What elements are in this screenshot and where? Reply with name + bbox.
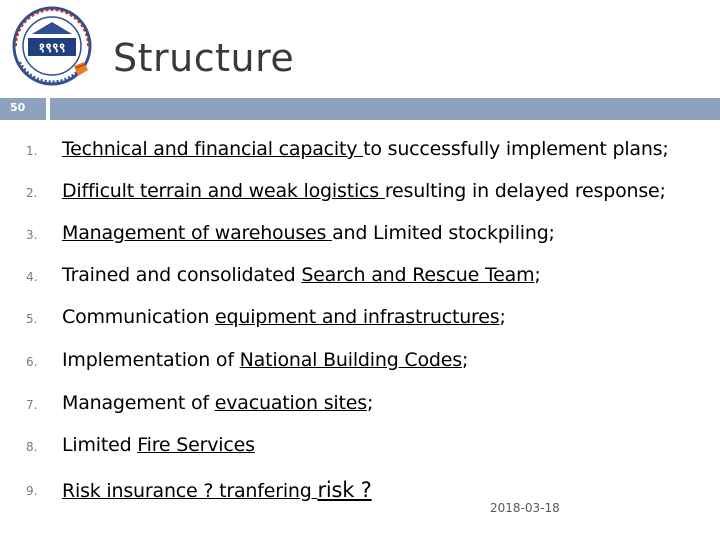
text-phrase: ; (461, 349, 469, 371)
text-phrase: Trained and consolidated (62, 264, 302, 286)
svg-text:१९९९: १९९९ (38, 41, 66, 56)
list-item (0, 136, 720, 166)
list-item-text (62, 180, 666, 202)
footer-date: 2018-03-18 (490, 501, 560, 515)
text-phrase: to successfully implement plans; (363, 138, 669, 160)
list-item (0, 178, 720, 208)
list-item (0, 390, 720, 420)
list-item-number: 3. (26, 228, 38, 242)
list-item (0, 347, 720, 377)
list-item-text (62, 478, 372, 502)
list-item-text (62, 434, 255, 456)
underlined-phrase: Risk insurance ? tranfering (62, 480, 318, 502)
list-item-text (62, 222, 555, 244)
underlined-phrase: equipment and infrastructures (215, 306, 500, 328)
list-item-text (62, 306, 506, 328)
underlined-phrase: Management of warehouses (62, 222, 333, 244)
list-item-number: 2. (26, 186, 38, 200)
list-item-number: 9. (26, 484, 38, 498)
list-item-text (62, 264, 541, 286)
text-phrase: resulting in delayed response; (384, 180, 666, 202)
underlined-phrase: Technical and financial capacity (62, 138, 364, 160)
list-item-text (62, 349, 468, 371)
underlined-phrase: Fire Services (137, 434, 255, 456)
list-item-number: 6. (26, 355, 38, 369)
underlined-phrase: Search and Rescue Team (301, 264, 535, 286)
underlined-phrase: risk ? (317, 478, 372, 502)
text-phrase: and Limited stockpiling; (332, 222, 555, 244)
list-item-number: 4. (26, 270, 38, 284)
list-item (0, 262, 720, 292)
underlined-phrase: National Building Codes (239, 349, 462, 371)
text-phrase: Implementation of (62, 349, 240, 371)
list-item (0, 304, 720, 334)
emblem-logo-icon (6, 4, 102, 88)
header-accent-bar (50, 98, 720, 120)
list-item (0, 432, 720, 462)
slide-number-bar (0, 98, 46, 120)
text-phrase: ; (499, 306, 506, 328)
text-phrase: Management of (62, 392, 215, 414)
list-item-number: 7. (26, 398, 38, 412)
list-item (0, 476, 720, 506)
text-phrase: Limited (62, 434, 138, 456)
underlined-phrase: Difficult terrain and weak logistics (62, 180, 385, 202)
list-item (0, 220, 720, 250)
list-item-number: 5. (26, 312, 38, 326)
text-phrase: Communication (62, 306, 215, 328)
slide-title: Structure (113, 36, 295, 80)
list-item-text (62, 138, 669, 160)
list-item-number: 8. (26, 440, 38, 454)
list-item-number: 1. (26, 144, 38, 158)
text-phrase: ; (534, 264, 541, 286)
underlined-phrase: evacuation sites (214, 392, 367, 414)
list-item-text (62, 392, 373, 414)
text-phrase: ; (366, 392, 374, 414)
slide-number: 50 (10, 101, 26, 114)
